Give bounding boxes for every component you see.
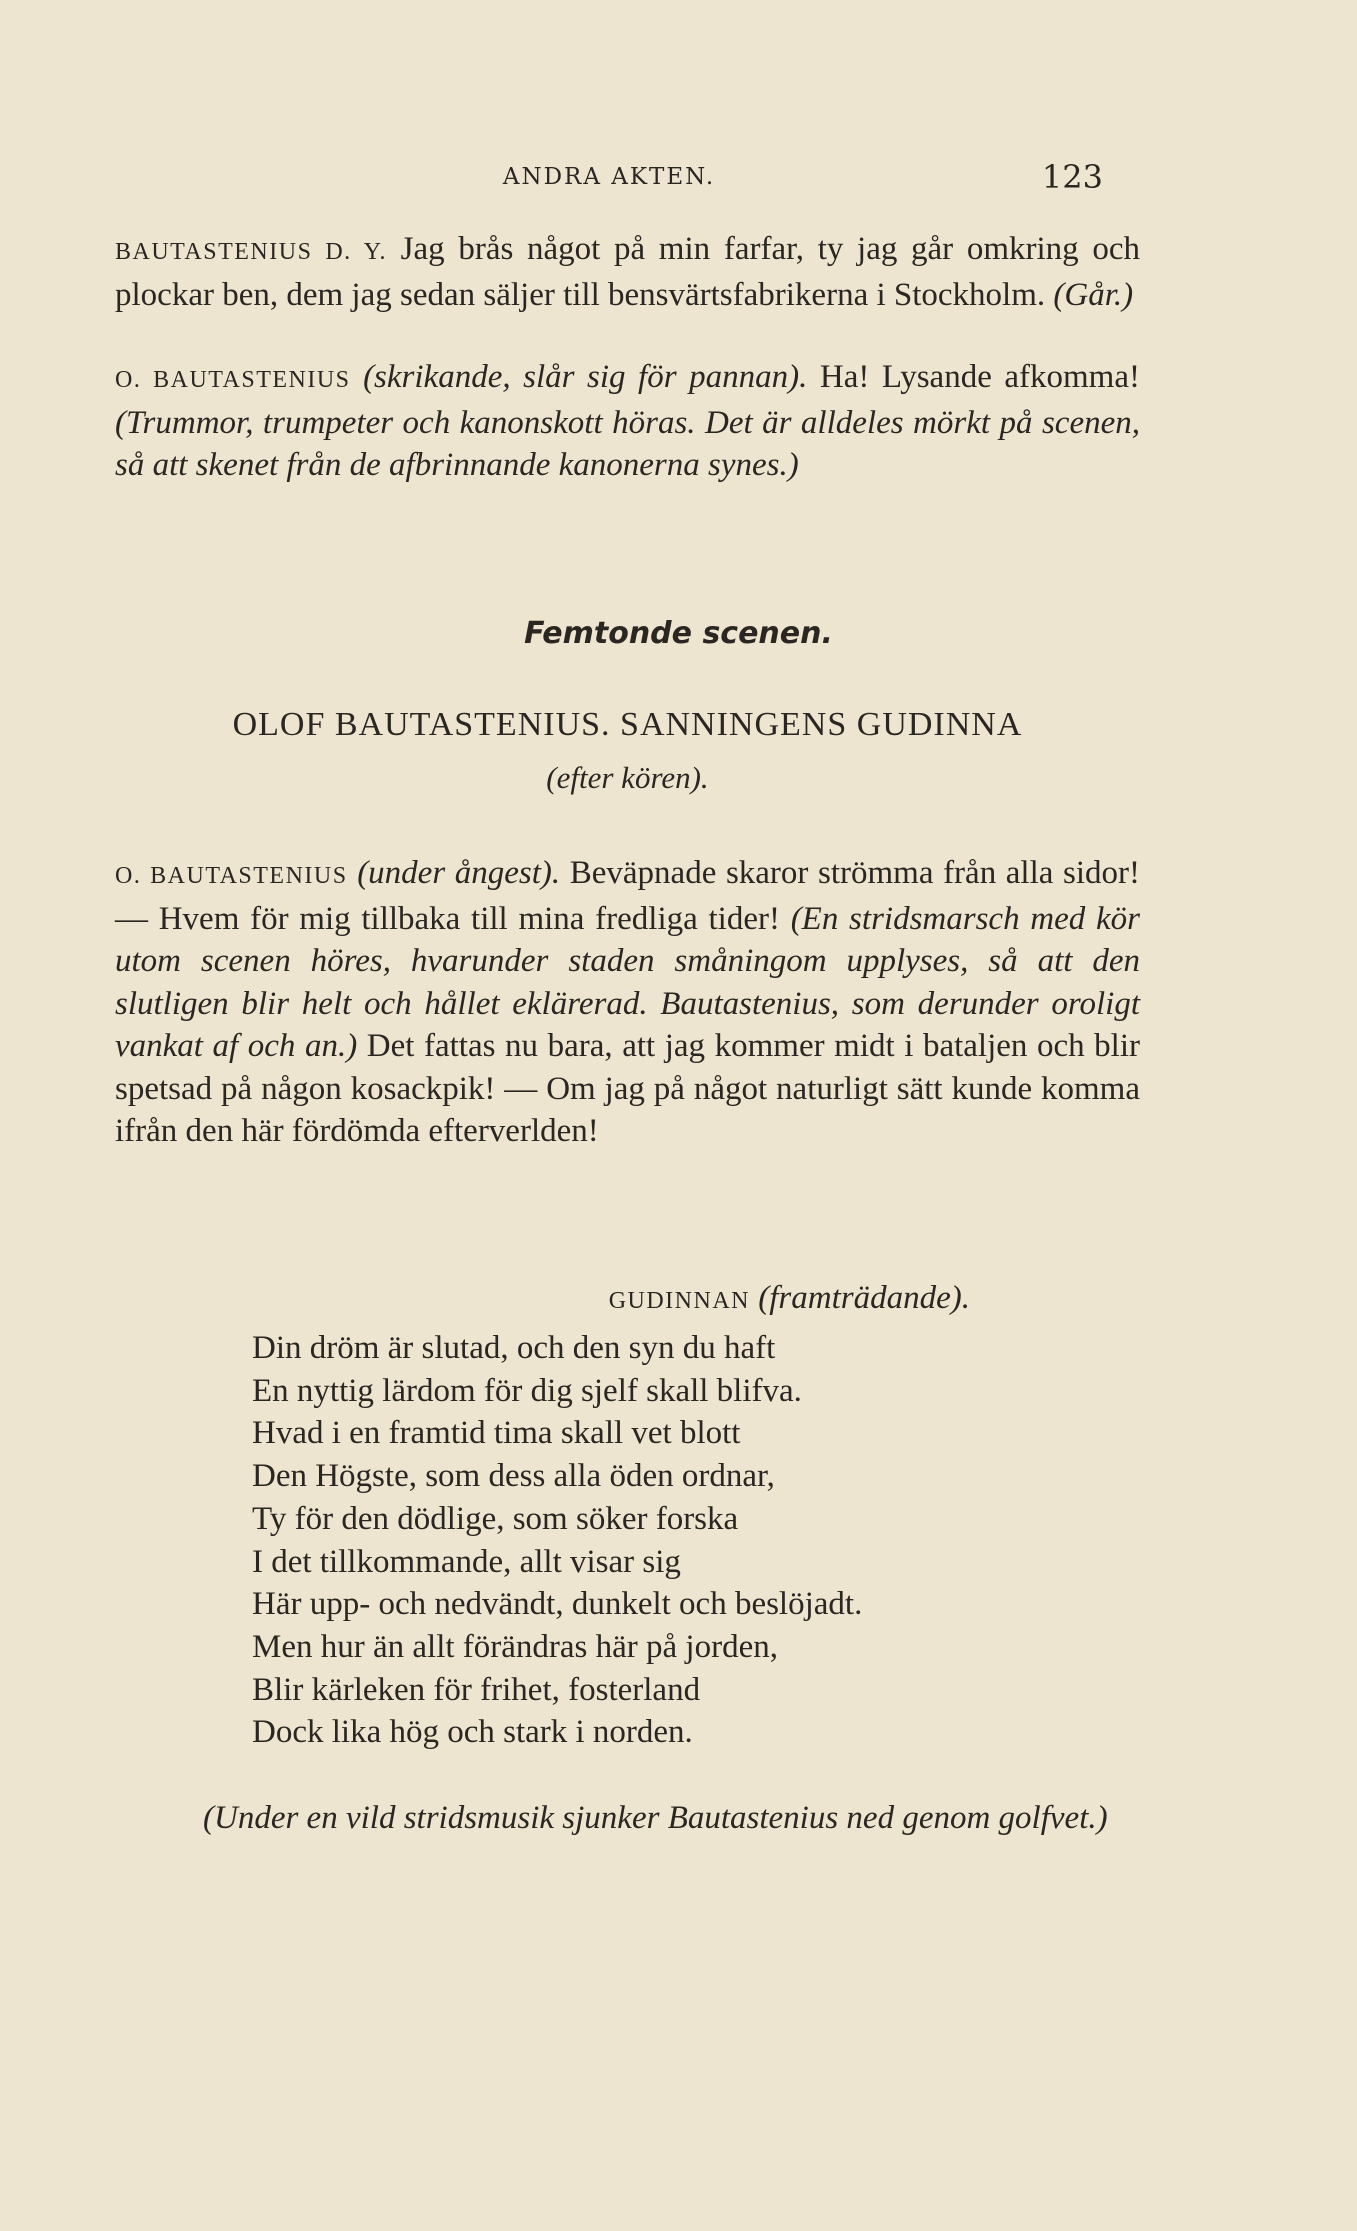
- closing-stage-direction: (Under en vild stridsmusik sjunker Bautastenius ned genom golfvet.): [203, 1800, 1108, 1836]
- stage-direction: (En stridsmarsch med kör utom scenen höres, hvarunder staden småningom upplyses, så att den slutligen blir helt och hållet eklärerad. Bautastenius, som derunder oroligt vankat af och an.): [115, 900, 1140, 1064]
- verse-line: I det tillkommande, allt visar sig: [252, 1543, 681, 1580]
- cast-note: (efter kören).: [546, 760, 709, 795]
- stage-direction: (skrikande, slår sig för pannan).: [363, 359, 808, 395]
- speaker-name: O. BAUTASTENIUS: [115, 367, 351, 393]
- paragraph-olof-anguish: [115, 852, 1140, 1153]
- stage-direction: (Går.): [1053, 276, 1134, 313]
- cast-list: OLOF BAUTASTENIUS. SANNINGENS GUDINNA: [232, 706, 1023, 743]
- speaker-name: GUDINNAN: [608, 1288, 751, 1314]
- stage-direction: (under ångest).: [357, 855, 561, 891]
- scene-heading: Femtonde scenen.: [524, 616, 833, 651]
- page-header: [115, 158, 1103, 198]
- verse-line: Här upp- och nedvändt, dunkelt och beslöjadt.: [252, 1586, 863, 1623]
- dialogue-text: Ha! Lysande afkomma!: [819, 359, 1140, 395]
- verse-line: Din dröm är slutad, och den syn du haft: [252, 1330, 776, 1366]
- dialogue-text: Jag brås något på min farfar, ty jag går omkring och plockar ben, dem jag sedan säljer till bensvärtsfabrikerna i Stockholm.: [115, 231, 1141, 313]
- verse-line: Ty för den dödlige, som söker forska: [252, 1500, 739, 1537]
- verse-block: [252, 1327, 1152, 1754]
- verse-line: Dock lika hög och stark i norden.: [252, 1714, 693, 1751]
- verse-line: En nyttig lärdom för dig sjelf skall blifva.: [252, 1372, 802, 1409]
- paragraph-olof-cry: [115, 356, 1140, 487]
- speaker-name: O. BAUTASTENIUS: [115, 863, 348, 889]
- stage-direction: (framträdande).: [758, 1280, 970, 1316]
- stage-direction: (Trummor, trumpeter och kanonskott höras. Det är alldeles mörkt på scenen, så att skenet från de afbrinnande kanonerna synes.): [115, 404, 1140, 483]
- verse-line: Den Högste, som dess alla öden ordnar,: [252, 1458, 775, 1495]
- page-number: 123: [1041, 158, 1103, 196]
- dialogue-text: Beväpnade skaror strömma från alla sidor! — Hvem för mig tillbaka till mina fredliga tider!: [115, 855, 1140, 937]
- gudinnan-speaker-line: [115, 1280, 970, 1317]
- paragraph-bautastenius-dy: [115, 228, 1140, 316]
- dialogue-text: Det fattas nu bara, att jag kommer midt i bataljen och blir spetsad på någon kosackpik! — Om jag på något naturligt sätt kunde komma ifrån den här fördömda efterverlden!: [115, 1028, 1141, 1149]
- verse-line: Blir kärleken för frihet, fosterland: [252, 1671, 701, 1708]
- running-title: ANDRA AKTEN.: [502, 164, 716, 190]
- speaker-name: BAUTASTENIUS D. Y.: [115, 239, 387, 265]
- verse-line: Men hur än allt förändras här på jorden,: [252, 1628, 778, 1665]
- verse-line: Hvad i en framtid tima skall vet blott: [252, 1415, 741, 1452]
